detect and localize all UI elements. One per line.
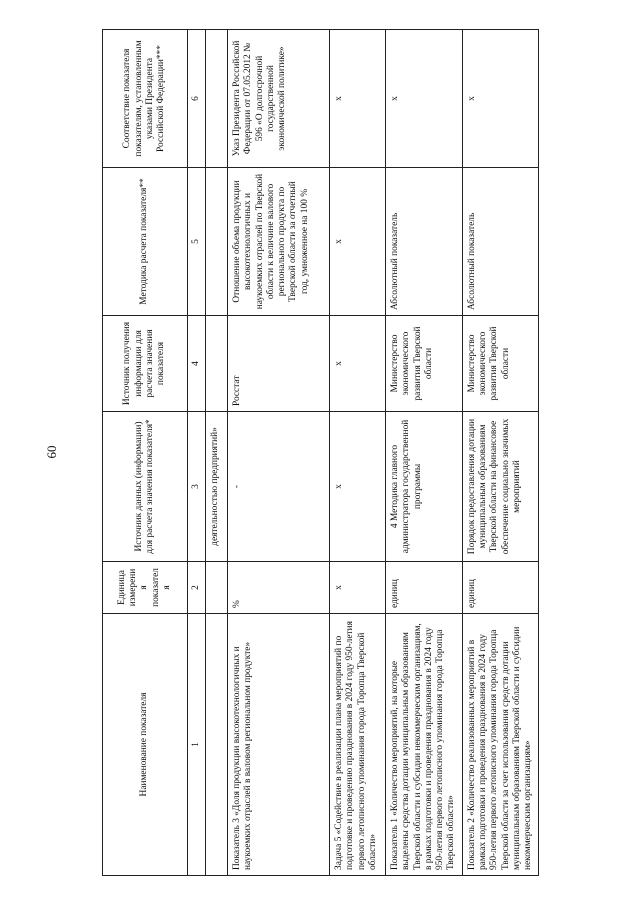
indicator-name: Показатель 2 «Количество реализованных мероприятий в рамках подготовки и проведения празднования в 2024 году 950-летия первого летописного упоминания города Торопца Тверской области за счет использования средств дотации муниципальным образованиям Тверской области и субсидии некоммерческим организациям» <box>462 614 539 876</box>
indicator-info-source: Министерство экономического развития Тверской области <box>386 316 463 412</box>
indicator-decree: x <box>386 30 463 168</box>
table-row <box>386 30 463 876</box>
indicator-name: Показатель 1 «Количество мероприятий, на которые выделены средства дотации муниципальным образованиям Тверской области и субсидии некоммерческим организациям, в рамках подготовки и проведения празднования в 2024 году 950-летия первого летописного упоминания города Торопца Тверской области» <box>386 614 463 876</box>
column-number-row <box>188 30 206 876</box>
table-row <box>330 30 386 876</box>
column-number: 5 <box>188 168 206 316</box>
column-number: 1 <box>188 614 206 876</box>
header-row <box>103 30 188 876</box>
indicator-data-source: 4 Методика главного администратора государственной программы <box>386 412 463 562</box>
header-decree: Соответствие показателя показателям, установленным указами Президента Российской Федерации*** <box>103 30 188 168</box>
indicators-table-sheet <box>102 30 532 876</box>
continuation-text: деятельностью предприятий» <box>206 412 228 562</box>
indicator-info-source: x <box>330 316 386 412</box>
indicator-method: Абсолютный показатель <box>462 168 539 316</box>
indicator-data-source: x <box>330 412 386 562</box>
header-method: Методика расчета показателя** <box>103 168 188 316</box>
indicators-table <box>102 29 539 876</box>
header-info-source: Источник получения информации для расчета значения показателя <box>103 316 188 412</box>
column-number: 2 <box>188 562 206 614</box>
indicator-method: Абсолютный показатель <box>386 168 463 316</box>
indicator-unit: x <box>330 562 386 614</box>
indicator-decree: x <box>330 30 386 168</box>
indicator-info-source: Росстат <box>228 316 330 412</box>
indicator-name: Показатель 3 «Доля продукции высокотехнологичных и наукоемких отраслей в валовом региональном продукте» <box>228 614 330 876</box>
header-unit: Единица измерения показателя <box>103 562 188 614</box>
column-number: 3 <box>188 412 206 562</box>
indicator-unit: % <box>228 562 330 614</box>
indicator-data-source: Порядок предоставления дотации муниципальным образованиям Тверской области на финансовое обеспечение социально значимых мероприятий <box>462 412 539 562</box>
indicator-decree: Указ Президента Российской Федерации от 07.05.2012 № 596 «О долгосрочной государственной экономической политике» <box>228 30 330 168</box>
indicator-decree: x <box>462 30 539 168</box>
header-data-source: Источник данных (информации) для расчета значения показателя* <box>103 412 188 562</box>
indicator-unit: единиц <box>462 562 539 614</box>
column-number: 6 <box>188 30 206 168</box>
indicator-method: Отношение объема продукции высокотехнологичных и наукоемких отраслей по Тверской области к величине валового регионального продукта по Тверской области за отчетный год, умноженное на 100 % <box>228 168 330 316</box>
continuation-row <box>206 30 228 876</box>
column-number: 4 <box>188 316 206 412</box>
header-name: Наименование показателя <box>103 614 188 876</box>
page-number: 60 <box>44 445 59 459</box>
indicator-method: x <box>330 168 386 316</box>
indicator-name: Задача 5 «Содействие в реализации плана мероприятий по подготовке и проведению празднования в 2024 году 950-летия первого летописного упоминания города Торопца Тверской области» <box>330 614 386 876</box>
table-row <box>462 30 539 876</box>
indicator-info-source: Министерство экономического развития Тверской области <box>462 316 539 412</box>
indicator-data-source: - <box>228 412 330 562</box>
indicator-unit: единиц <box>386 562 463 614</box>
table-row <box>228 30 330 876</box>
